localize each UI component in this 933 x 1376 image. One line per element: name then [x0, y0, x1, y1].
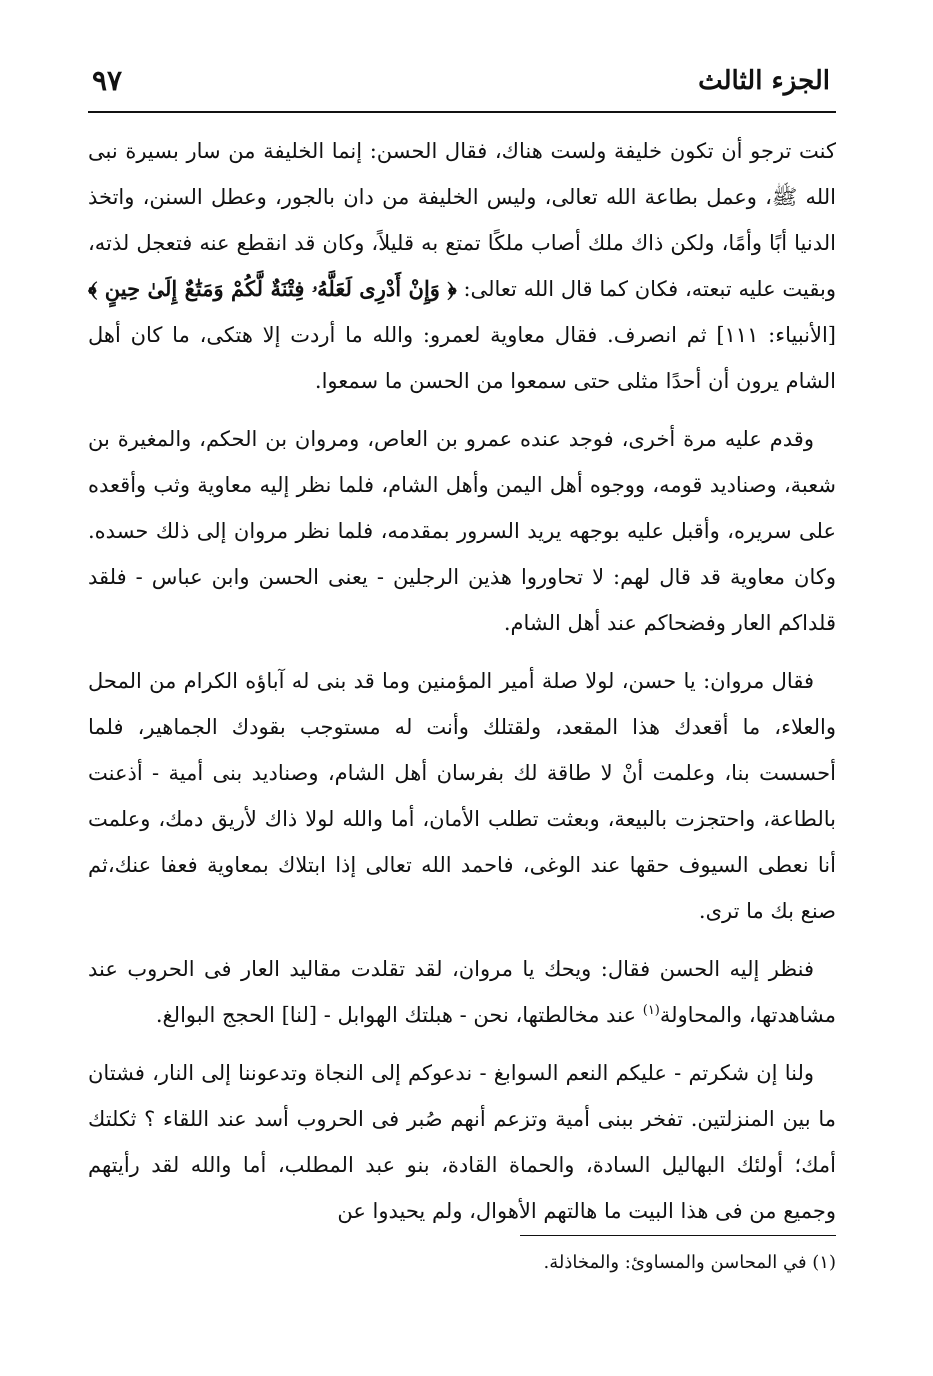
- paragraph-1: [88, 128, 836, 404]
- main-text: [88, 128, 836, 1246]
- paragraph-5: ولنا إن شكرتم - عليكم النعم السوابغ - ندعوكم إلى النجاة وتدعوننا إلى النار، فشتان ما بين المنزلتين. تفخر ببنى أمية وتزعم أنهم صُبر فى الحروب أسد عند اللقاء ؟ ثكلتك أمك؛ أولئك البهاليل السادة، والحماة القادة، بنو عبد المطلب، أما والله لقد رأيتهم وجميع من فى هذا البيت ما هالتهم الأهوال، ولم يحيدوا عن: [88, 1061, 836, 1223]
- page-header: [88, 62, 836, 106]
- running-title: الجزء الثالث: [698, 66, 830, 96]
- paragraph-1-part2: [الأنبياء: ١١١] ثم انصرف. فقال معاوية لعمرو: والله ما أردت إلا هتكى، ما كان أهل الشام يرون أن أحدًا مثلى حتى سمعوا من الحسن ما سمعوا.: [88, 323, 837, 393]
- paragraph-4: [88, 946, 836, 1038]
- footnote-rule: [520, 1235, 836, 1236]
- page-number: ٩٧: [92, 64, 123, 97]
- paragraph-4-part1: فنظر إليه الحسن فقال: ويحك يا مروان، لقد تقلدت مقاليد العار فى الحروب عند مشاهدتها، والمحاولة: [88, 957, 836, 1027]
- footnote: (١) في المحاسن والمساوئ: والمخاذلة.: [543, 1252, 836, 1273]
- paragraph-2: وقدم عليه مرة أخرى، فوجد عنده عمرو بن العاص، ومروان بن الحكم، والمغيرة بن شعبة، وصناديد قومه، ووجوه أهل اليمن وأهل الشام، فلما نظر إليه معاوية وثب وأقعده على سريره، وأقبل عليه بوجهه يريد السرور بمقدمه، فلما نظر مروان إلى ذلك حسده. وكان معاوية قد قال لهم: لا تحاوروا هذين الرجلين - يعنى الحسن وابن عباس - فلقد قلداكم العار وفضحاكم عند أهل الشام.: [88, 427, 836, 635]
- quran-verse: ﴿ وَإِنْ أَدْرِى لَعَلَّهُۥ فِتْنَةٌ لَّكُمْ وَمَتَٰعٌ إِلَىٰ حِينٍ ﴾: [88, 276, 457, 301]
- header-rule: [88, 111, 836, 113]
- paragraph-1-part1: كنت ترجو أن تكون خليفة ولست هناك، فقال الحسن: إنما الخليفة من سار بسيرة نبى الله ﷺ، وعمل بطاعة الله تعالى، وليس الخليفة من دان بالجور، وعطل السنن، واتخذ الدنيا أبًا وأمًا، ولكن ذاك ملك أصاب ملكًا تمتع به قليلاً، وكان قد انقطع عنه فتعجل لذته، وبقيت عليه تبعته، فكان كما قال الله تعالى:: [88, 139, 836, 301]
- paragraph-3: فقال مروان: يا حسن، لولا صلة أمير المؤمنين وما قد بنى له آباؤه الكرام من المحل والعلاء، ما أقعدك هذا المقعد، ولقتلك وأنت له مستوجب بقودك الجماهير، فلما أحسست بنا، وعلمت أنْ لا طاقة لك بفرسان أهل الشام، وصناديد بنى أمية - أذعنت بالطاعة، واحتجزت بالبيعة، وبعثت تطلب الأمان، أما والله لولا ذاك لأريق دمك، وعلمت أنا نعطى السيوف حقها عند الوغى، فاحمد الله تعالى إذا ابتلاك بمعاوية فعفا عنك،ثم صنع بك ما ترى.: [88, 669, 836, 923]
- footnote-reference-mark: (١): [642, 1003, 660, 1018]
- paragraph-4-part2: عند مخالطتها، نحن - هبلتك الهوابل - [لنا] الحجج البوالغ.: [155, 1003, 637, 1027]
